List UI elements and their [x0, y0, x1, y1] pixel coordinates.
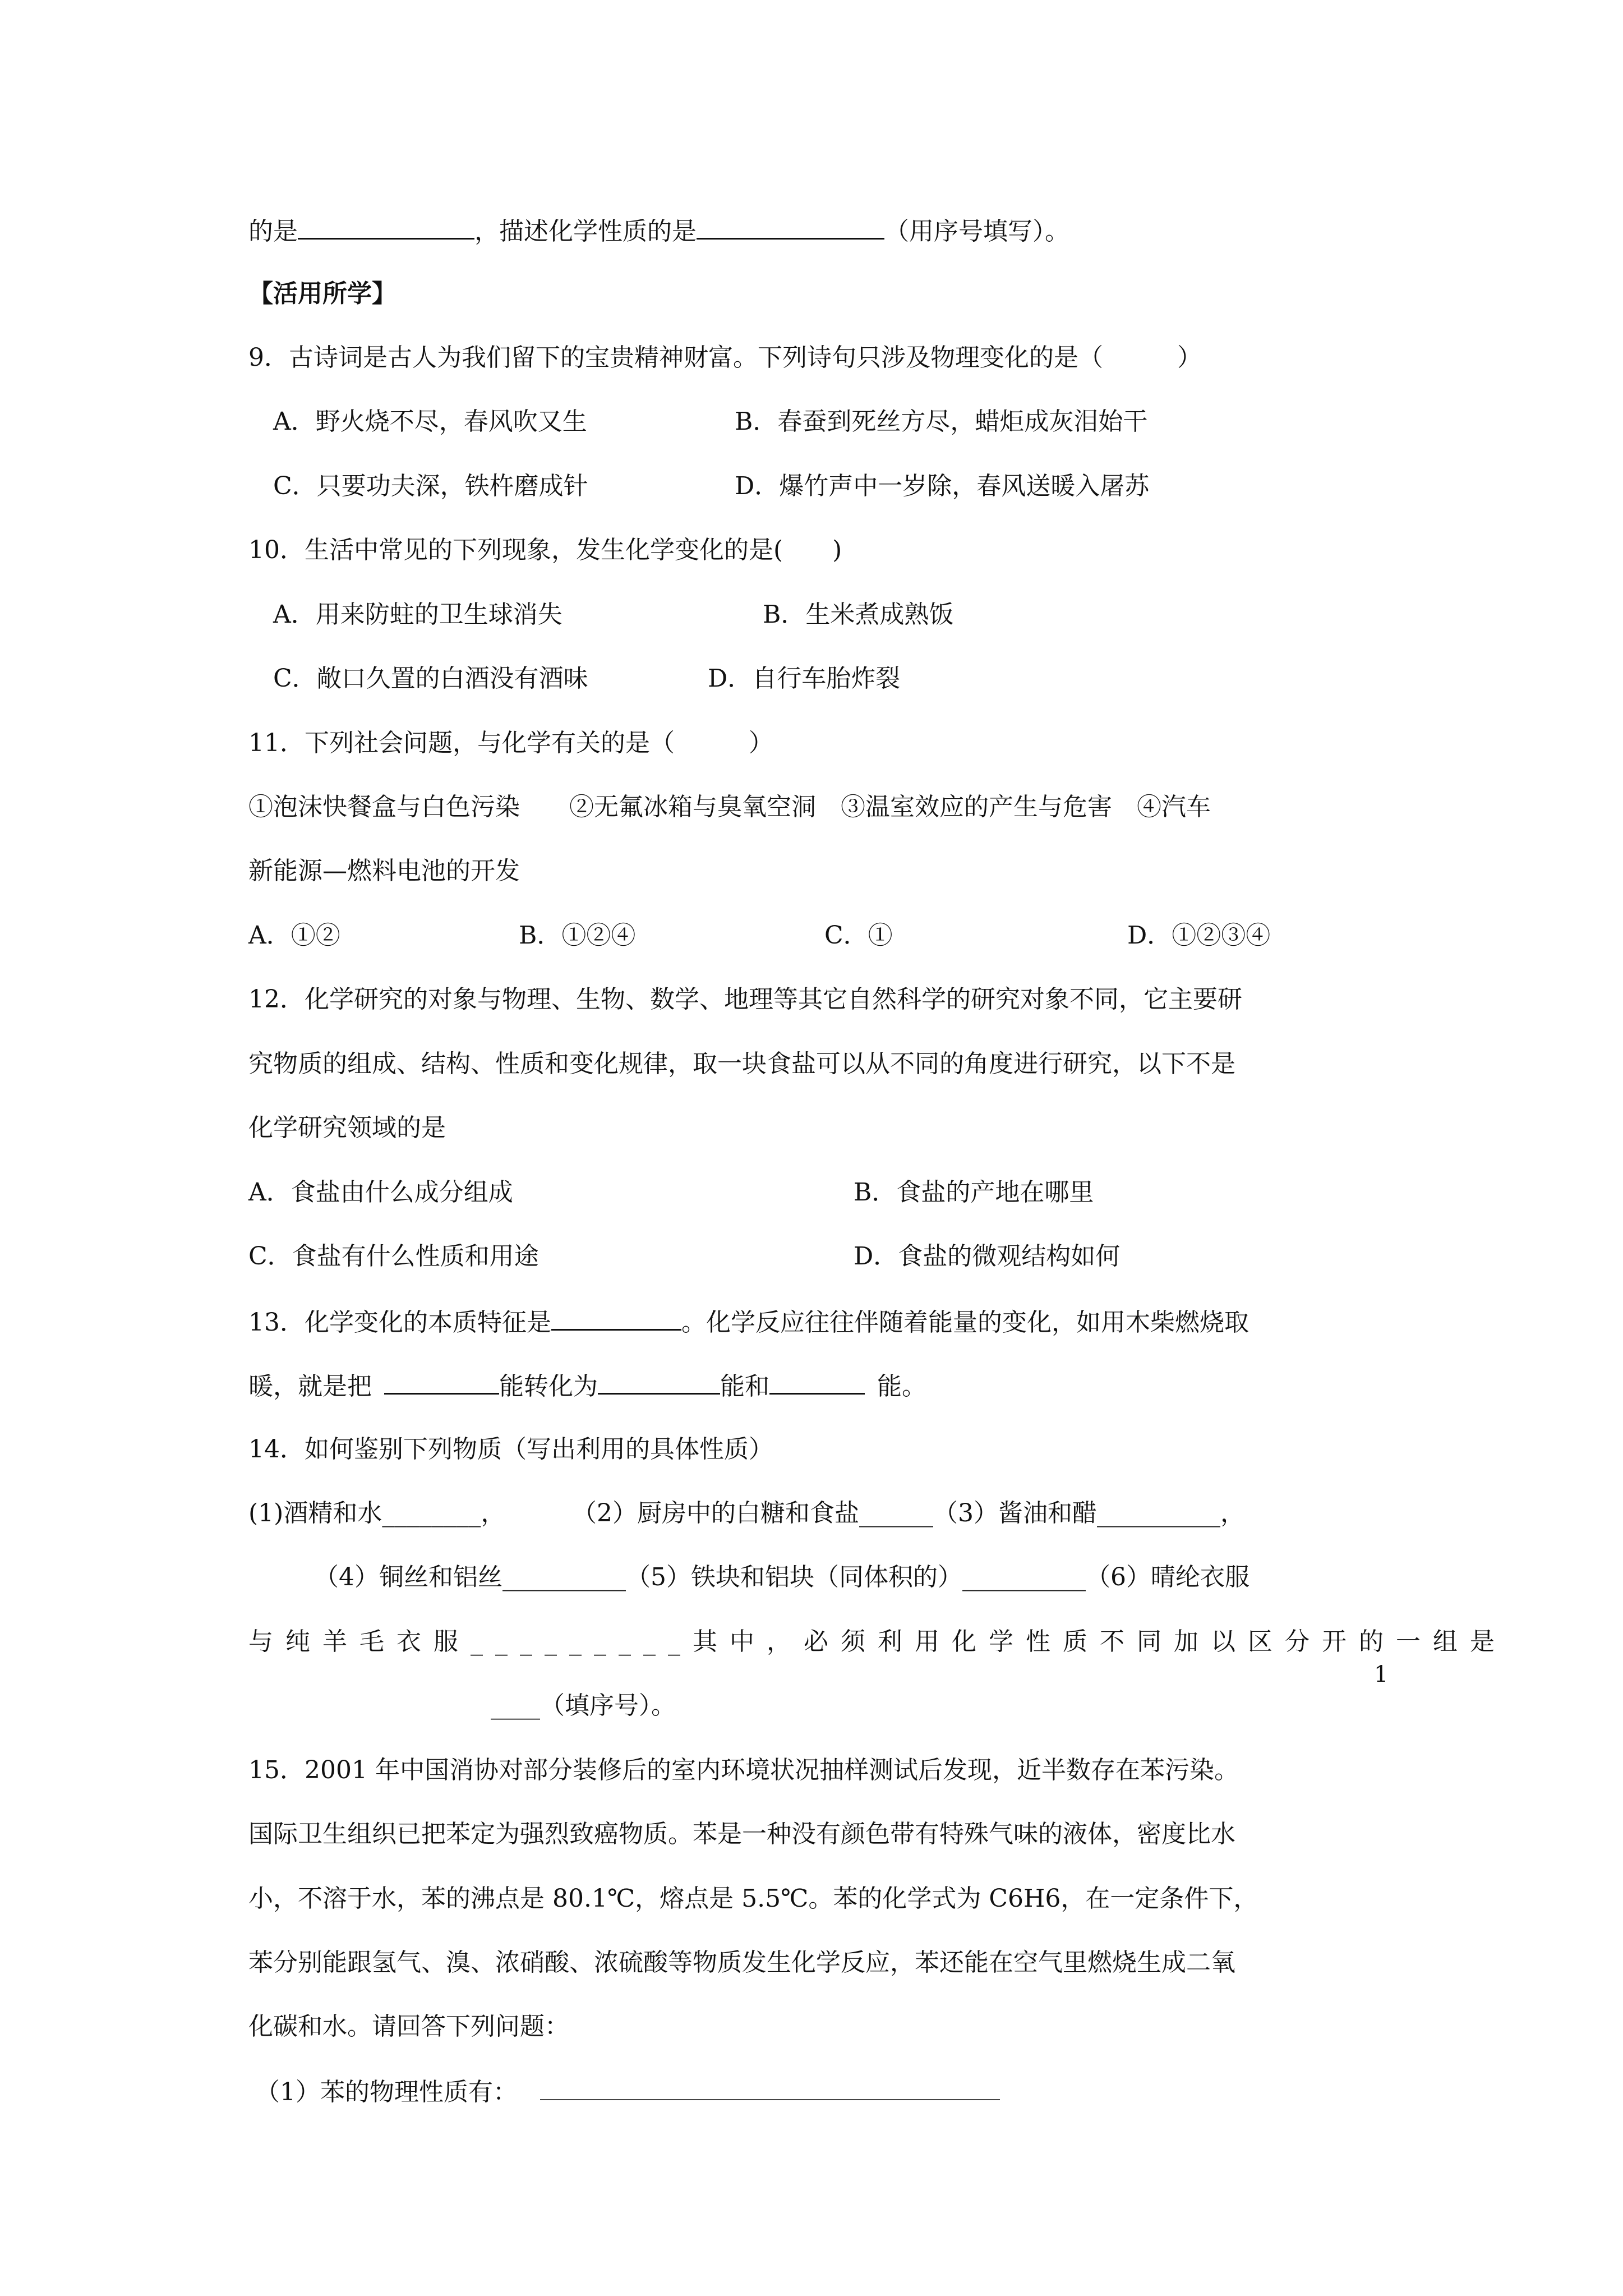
q8-answer-blank-2[interactable] — [697, 213, 884, 240]
q13-text-a: 13．化学变化的本质特征是 — [248, 1308, 551, 1337]
q9-stem: 9．古诗词是古人为我们留下的宝贵精神财富。下列诗句只涉及物理变化的是（ ） — [248, 343, 1202, 372]
q15-line4: 苯分别能跟氢气、溴、浓硝酸、浓硫酸等物质发生化学反应，苯还能在空气里燃烧生成二氧 — [248, 1948, 1235, 1977]
q11-line3: 新能源—燃料电池的开发 — [248, 857, 520, 885]
q13-text-e: 能和 — [720, 1372, 769, 1401]
q9-option-b[interactable]: B．春蚕到死丝方尽，蜡炬成灰泪始干 — [735, 407, 1148, 436]
q11-option-a[interactable]: A．①② — [248, 921, 340, 950]
q9-option-d[interactable]: D．爆竹声中一岁除，春风送暖入屠苏 — [735, 472, 1150, 500]
section-title: 【活用所学】 — [248, 279, 396, 308]
q12-line1: 12．化学研究的对象与物理、生物、数学、地理等其它自然科学的研究对象不同，它主要研 — [248, 985, 1242, 1014]
q14-item2-3: （2）厨房中的白糖和食盐______（3）酱油和醋__________， — [572, 1499, 1245, 1527]
q15-sub1-answer-blank[interactable] — [540, 2074, 1000, 2100]
q13-text-b: 。化学反应往往伴随着能量的变化，如用木柴燃烧取 — [681, 1308, 1249, 1337]
q15-sub1-text: （1）苯的物理性质有： — [255, 2078, 518, 2106]
q12-option-a[interactable]: A．食盐由什么成分组成 — [248, 1178, 513, 1207]
q10-option-c[interactable]: C．敞口久置的白酒没有酒味 — [273, 664, 588, 693]
q10-option-d[interactable]: D．自行车胎炸裂 — [708, 664, 901, 693]
q13-answer-blank-4[interactable] — [769, 1368, 865, 1395]
q13-answer-blank-2[interactable] — [384, 1368, 499, 1395]
q11-stem: 11．下列社会问题，与化学有关的是（ ） — [248, 729, 773, 757]
q10-option-a[interactable]: A．用来防蛀的卫生球消失 — [273, 600, 562, 629]
q15-line5: 化碳和水。请回答下列问题： — [248, 2012, 569, 2041]
q11-line2: ①泡沫快餐盒与白色污染 ②无氟冰箱与臭氧空洞 ③温室效应的产生与危害 ④汽车 — [248, 793, 1211, 821]
q14-stem: 14．如何鉴别下列物质（写出利用的具体性质） — [248, 1435, 773, 1464]
q15-line2: 国际卫生组织已把苯定为强烈致癌物质。苯是一种没有颜色带有特殊气味的液体，密度比水 — [248, 1820, 1235, 1848]
q14-line4: ____（填序号）。 — [491, 1691, 676, 1720]
q13-text-c: 暖，就是把 — [248, 1372, 372, 1401]
q8-answer-blank-1[interactable] — [298, 213, 474, 240]
q11-option-b[interactable]: B．①②④ — [519, 921, 636, 950]
q13-text-f: 能。 — [877, 1372, 926, 1401]
q14-item4-6: （4）铜丝和铝丝__________（5）铁块和铝块（同体积的）__________（6）晴纶衣服 — [314, 1563, 1249, 1591]
q13-text-d: 能转化为 — [499, 1372, 598, 1401]
q12-option-c[interactable]: C．食盐有什么性质和用途 — [248, 1242, 539, 1271]
q14-item1: (1)酒精和水________， — [248, 1499, 506, 1527]
q12-option-b[interactable]: B．食盐的产地在哪里 — [854, 1178, 1094, 1207]
q8-text-b: ，描述化学性质的是 — [474, 217, 697, 246]
q15-line1: 15．2001 年中国消协对部分装修后的室内环境状况抽样测试后发现，近半数存在苯污染。 — [248, 1756, 1239, 1784]
q9-option-c[interactable]: C．只要功夫深，铁杵磨成针 — [273, 472, 588, 500]
q9-option-a[interactable]: A．野火烧不尽，春风吹又生 — [273, 407, 587, 436]
q10-stem: 10．生活中常见的下列现象，发生化学变化的是( ) — [248, 536, 842, 564]
q15-sub1 — [255, 2074, 1000, 2108]
q11-option-d[interactable]: D．①②③④ — [1127, 921, 1271, 950]
page-number: 1 — [1374, 1662, 1389, 1687]
q12-line3: 化学研究领域的是 — [248, 1114, 446, 1142]
q8-continuation-line — [248, 213, 1069, 247]
q13-answer-blank-3[interactable] — [598, 1368, 720, 1395]
q8-text-c: （用序号填写）。 — [884, 217, 1069, 246]
q15-line3: 小，不溶于水，苯的沸点是 80.1℃，熔点是 5.5℃。苯的化学式为 C6H6，在一定条件下， — [248, 1884, 1258, 1913]
q12-option-d[interactable]: D．食盐的微观结构如何 — [854, 1242, 1121, 1271]
q11-option-c[interactable]: C．① — [824, 921, 893, 950]
q13-line1 — [248, 1304, 1249, 1338]
q13-line2 — [248, 1368, 926, 1402]
q12-line2: 究物质的组成、结构、性质和变化规律，取一块食盐可以从不同的角度进行研究，以下不是 — [248, 1050, 1235, 1078]
q8-text-a: 的是 — [248, 217, 298, 246]
q14-line3: 与纯羊毛衣服_________其中，必须利用化学性质不同加以区分开的一组是 — [248, 1627, 1507, 1656]
q13-answer-blank-1[interactable] — [551, 1304, 681, 1331]
q10-option-b[interactable]: B．生米煮成熟饭 — [763, 600, 954, 629]
